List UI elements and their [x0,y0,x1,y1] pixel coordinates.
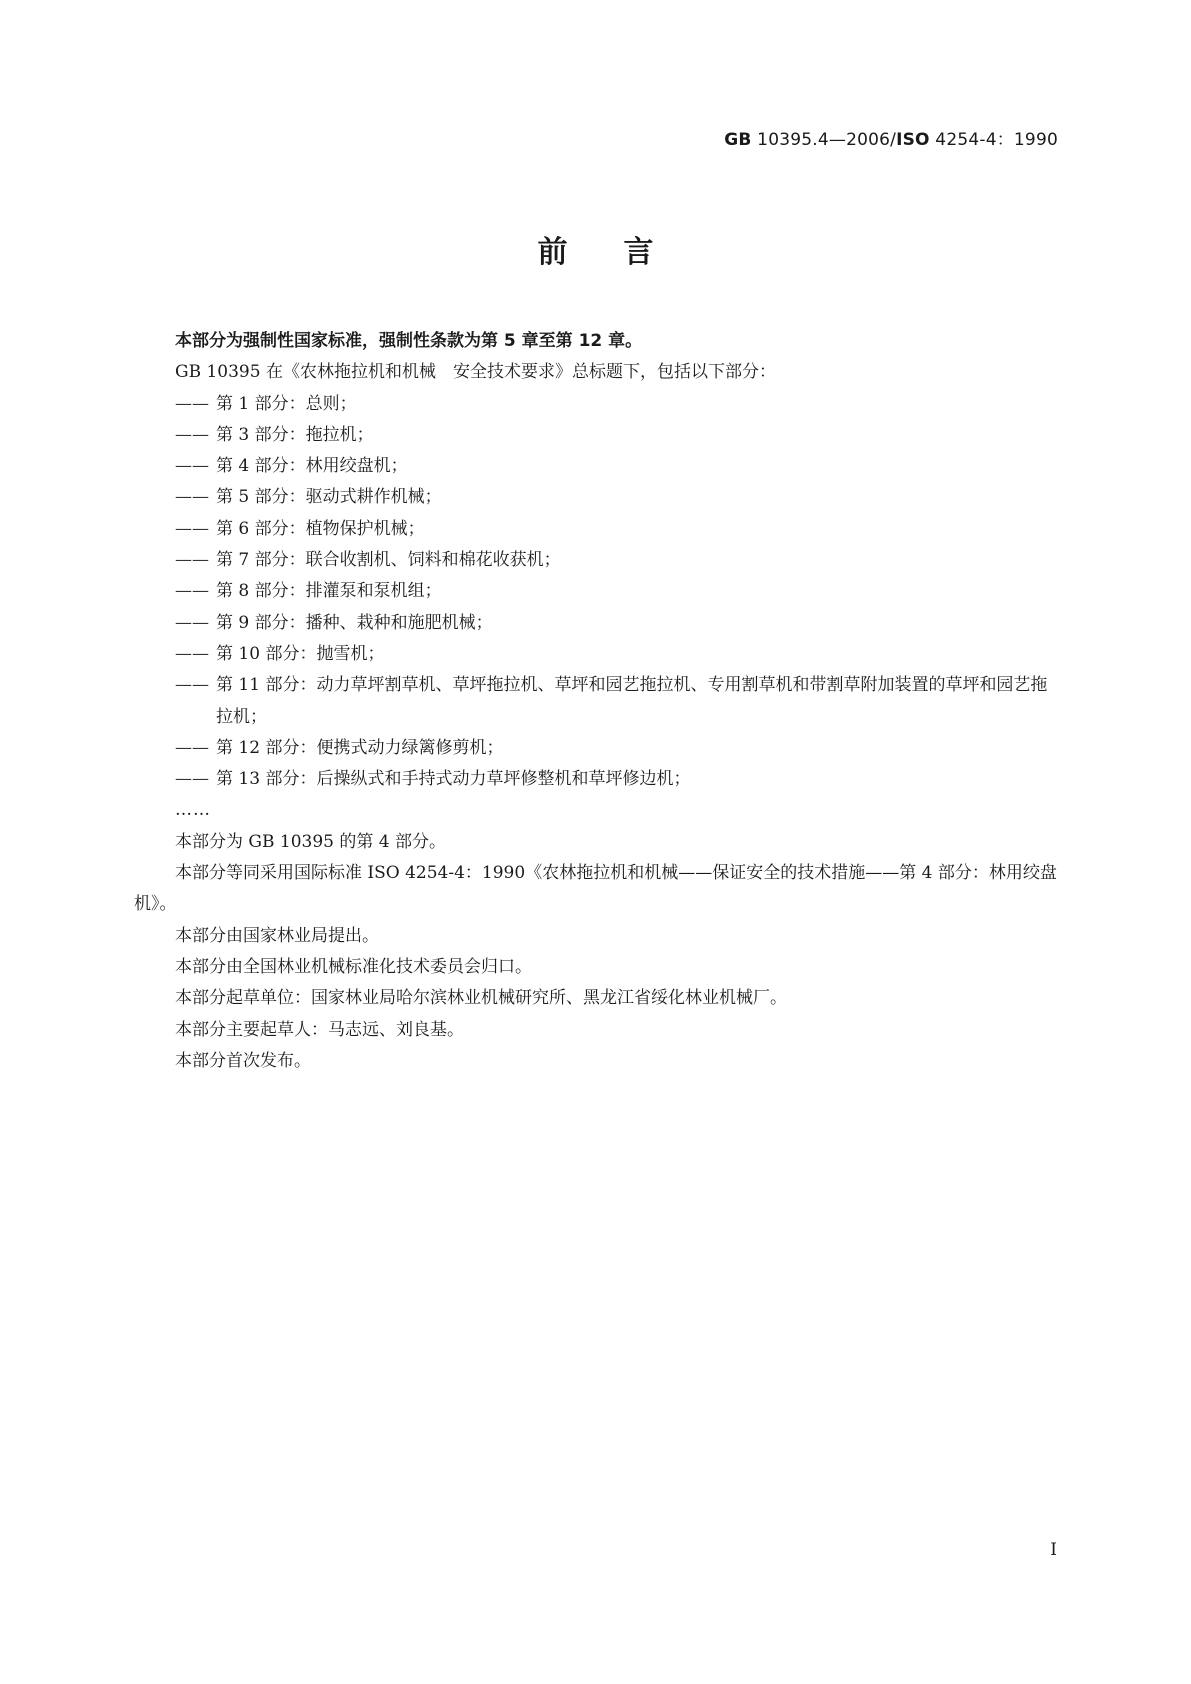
list-item-text: 第 11 部分：动力草坪割草机、草坪拖拉机、草坪和园艺拖拉机、专用割草机和带割草附加装置的草坪和园艺拖拉机； [216,675,1048,727]
parts-list [134,389,1060,796]
list-dash: —— [175,456,209,477]
list-item [134,420,1060,451]
list-dash: —— [175,581,209,602]
list-item-text: 第 6 部分：植物保护机械； [216,518,425,539]
standard-code-gb: GB [724,130,752,150]
list-item-text: 第 7 部分：联合收割机、饲料和棉花收获机； [216,550,561,571]
list-dash: —— [175,769,209,790]
series-statement: GB 10395 在《农林拖拉机和机械 安全技术要求》总标题下，包括以下部分： [175,362,776,383]
first-release-statement: 本部分首次发布。 [175,1050,311,1071]
list-item-text: 第 13 部分：后操纵式和手持式动力草坪修整机和草坪修边机； [216,769,691,790]
adoption-statement: 本部分等同采用国际标准 ISO 4254-4：1990《农林拖拉机和机械——保证安全的技术措施——第 4 部分：林用绞盘机》。 [134,863,1057,915]
list-item-text: 第 5 部分：驱动式耕作机械； [216,487,442,508]
list-ellipsis: …… [175,800,211,821]
foreword-body [134,326,1060,1077]
part-of-statement: 本部分为 GB 10395 的第 4 部分。 [175,831,446,852]
proposer-statement: 本部分由国家林业局提出。 [175,925,379,946]
mandatory-statement: 本部分为强制性国家标准，强制性条款为第 5 章至第 12 章。 [175,331,643,351]
list-dash: —— [175,550,209,571]
list-item [134,482,1060,513]
list-dash: —— [175,393,209,414]
standard-code [724,125,1058,150]
list-dash: —— [175,424,209,445]
list-item [134,733,1060,764]
list-item [134,451,1060,482]
drafting-units-statement: 本部分起草单位：国家林业局哈尔滨林业机械研究所、黑龙江省绥化林业机械厂。 [175,988,787,1009]
list-item [134,545,1060,576]
list-item [134,576,1060,607]
list-dash: —— [175,643,209,664]
list-item [134,389,1060,420]
standard-code-iso-number: 4254-4：1990 [929,130,1058,150]
list-dash: —— [175,675,209,696]
list-item-text: 第 9 部分：播种、栽种和施肥机械； [216,612,493,633]
list-item [134,764,1060,795]
list-item-text: 第 12 部分：便携式动力绿篱修剪机； [216,737,504,758]
list-item [134,639,1060,670]
page-number: I [1050,1540,1057,1560]
page-title: 前言 [537,235,710,270]
list-item [134,514,1060,545]
drafters-statement: 本部分主要起草人：马志远、刘良基。 [175,1019,464,1040]
list-item-text: 第 4 部分：林用绞盘机； [216,456,408,477]
list-item-text: 第 1 部分：总则； [216,393,357,414]
list-dash: —— [175,487,209,508]
list-dash: —— [175,518,209,539]
committee-statement: 本部分由全国林业机械标准化技术委员会归口。 [175,956,532,977]
list-item-text: 第 3 部分：拖拉机； [216,424,374,445]
list-dash: —— [175,737,209,758]
list-item-text: 第 10 部分：抛雪机； [216,643,385,664]
list-item [134,670,1060,733]
standard-code-number: 10395.4—2006/ [751,130,897,150]
list-item [134,608,1060,639]
standard-code-iso: ISO [896,130,930,150]
list-item-text: 第 8 部分：排灌泵和泵机组； [216,581,442,602]
list-dash: —— [175,612,209,633]
